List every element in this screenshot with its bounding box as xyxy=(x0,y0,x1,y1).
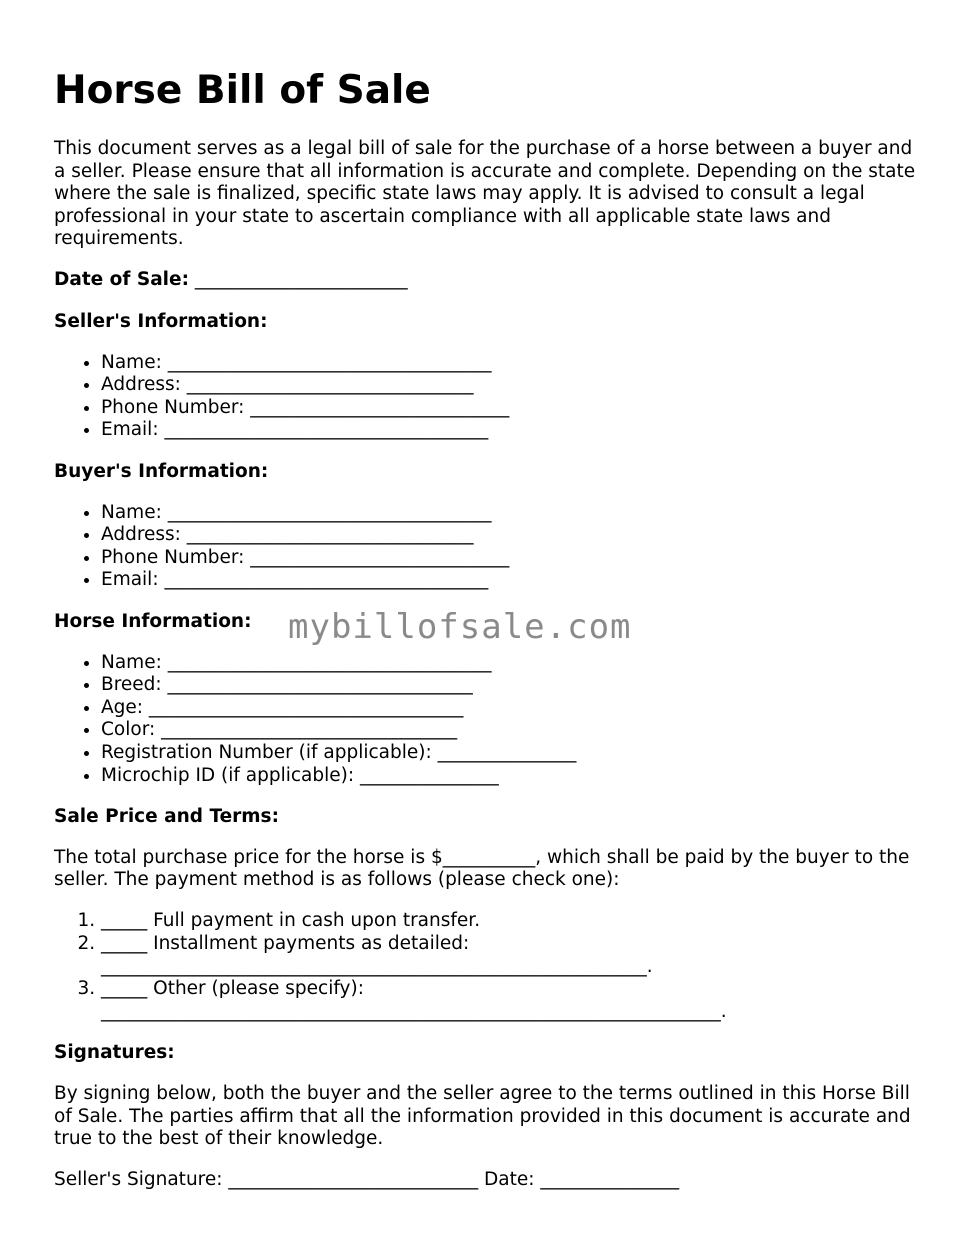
horse-color-field: • Color: ________________________________ xyxy=(101,719,916,742)
buyer-address-field: • Address: _______________________________ xyxy=(101,524,916,547)
seller-address-field: • Address: _______________________________ xyxy=(101,374,916,397)
payment-option-installment: 2. _____ Installment payments as detailed: ___________________________________________________________. xyxy=(101,933,916,978)
seller-signature-line: Seller's Signature: ___________________________ Date: _______________ xyxy=(54,1169,680,1191)
buyer-name-field: • Name: ___________________________________ xyxy=(101,502,916,525)
payment-options-list xyxy=(54,910,916,1023)
buyer-list xyxy=(54,502,916,592)
intro-paragraph: This document serves as a legal bill of sale for the purchase of a horse between a buyer and a seller. Please ensure that all information is accurate and complete. Depending on the state where the sale is finalized, specific state laws may apply. It is advised to consult a legal professional in your state to ascertain compliance with all applicable state laws and requirements. xyxy=(54,138,916,250)
buyer-email-field: • Email: ___________________________________ xyxy=(101,569,916,592)
horse-microchip-field: • Microchip ID (if applicable): _______________ xyxy=(101,765,916,788)
buyer-heading: Buyer's Information: xyxy=(54,460,269,482)
seller-heading: Seller's Information: xyxy=(54,310,268,332)
signatures-paragraph: By signing below, both the buyer and the seller agree to the terms outlined in this Horse Bill of Sale. The parties affirm that all the information provided in this document is accurate and true to the best of their knowledge. xyxy=(54,1083,911,1150)
date-of-sale-line xyxy=(54,269,916,292)
sale-terms-heading: Sale Price and Terms: xyxy=(54,805,279,827)
horse-breed-field: • Breed: _________________________________ xyxy=(101,674,916,697)
watermark: mybillofsale.com xyxy=(288,607,632,647)
horse-name-field: • Name: ___________________________________ xyxy=(101,652,916,675)
horse-list xyxy=(54,652,916,788)
date-of-sale-label: Date of Sale: xyxy=(54,269,189,291)
seller-name-field: • Name: ___________________________________ xyxy=(101,352,916,375)
seller-email-field: • Email: ___________________________________ xyxy=(101,419,916,442)
payment-option-other: 3. _____ Other (please specify): ___________________________________________________________________. xyxy=(101,978,916,1023)
buyer-phone-field: • Phone Number: ____________________________ xyxy=(101,547,916,570)
horse-age-field: • Age: __________________________________ xyxy=(101,697,916,720)
seller-list xyxy=(54,352,916,442)
horse-heading: Horse Information: xyxy=(54,610,252,632)
date-of-sale-blank: _______________________ xyxy=(194,269,408,291)
payment-option-cash: 1. _____ Full payment in cash upon transfer. xyxy=(101,910,916,933)
horse-registration-field: • Registration Number (if applicable): _______________ xyxy=(101,742,916,765)
sale-terms-paragraph: The total purchase price for the horse is $__________, which shall be paid by the buyer to the seller. The payment method is as follows (please check one): xyxy=(54,846,910,891)
seller-phone-field: • Phone Number: ____________________________ xyxy=(101,397,916,420)
document-title: Horse Bill of Sale xyxy=(54,68,431,113)
signatures-heading: Signatures: xyxy=(54,1041,175,1063)
